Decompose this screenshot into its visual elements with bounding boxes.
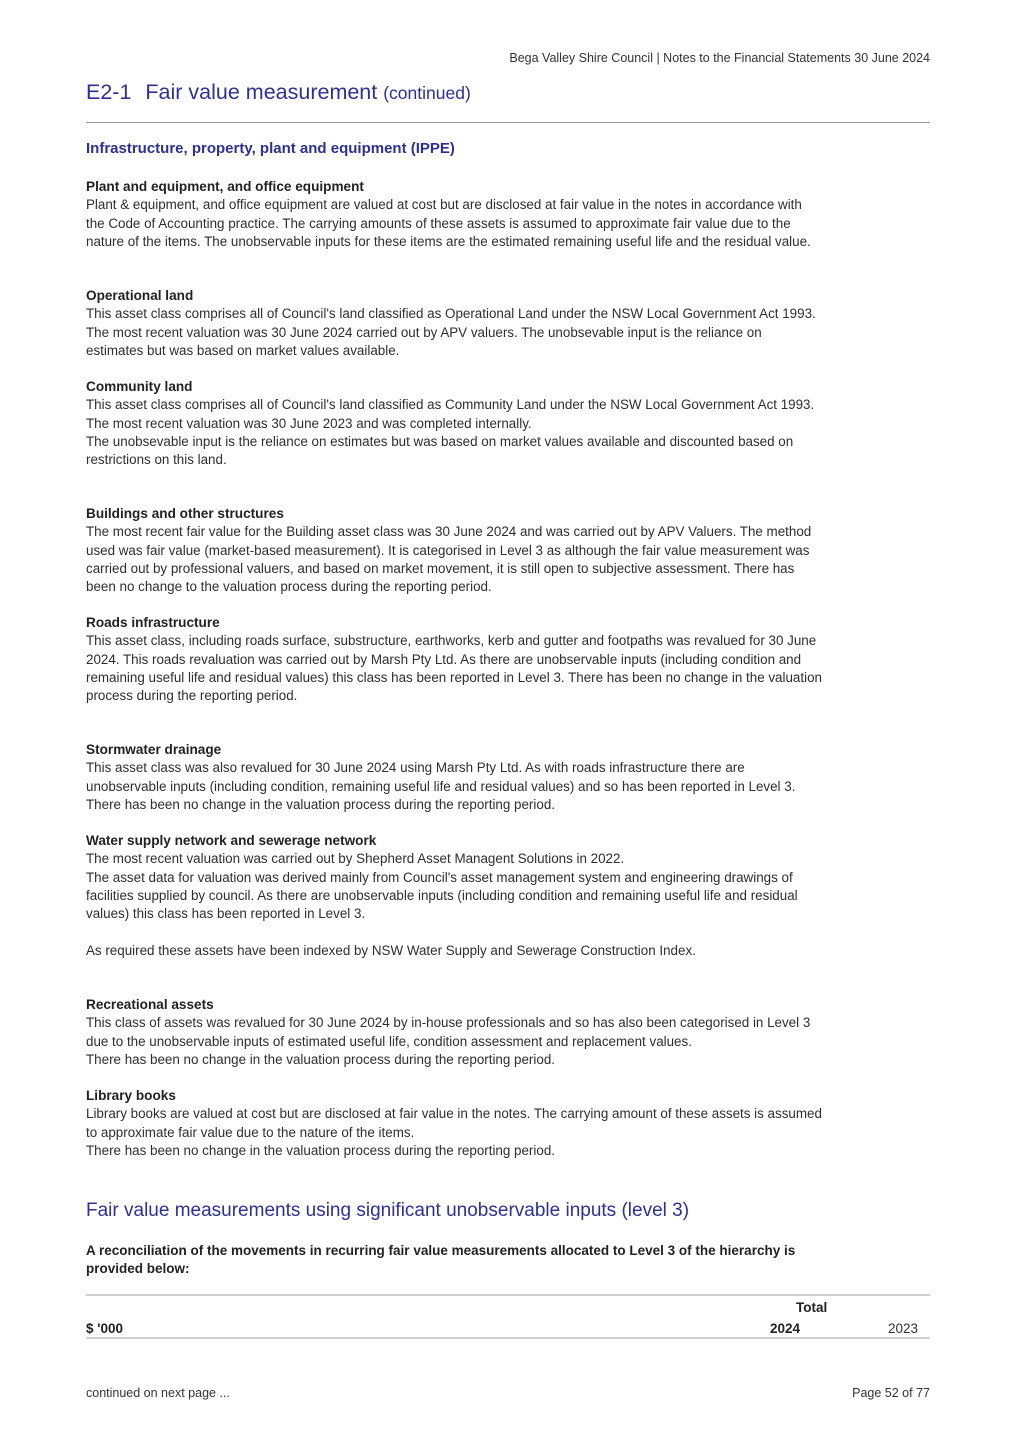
section-heading: Community land — [86, 379, 193, 394]
table-year-prior: 2023 — [888, 1321, 919, 1336]
body-line: unobservable inputs (including condition, remaining useful life and residual values) and so has been reported in Level 3. — [86, 778, 796, 794]
continued-label: (continued) — [383, 83, 471, 103]
body-line: The most recent fair value for the Building asset class was 30 June 2024 and was carried out by APV Valuers. The method — [86, 524, 812, 540]
body-line: facilities supplied by council. As there are unobservable inputs (including condition and remaining useful life and residual — [86, 887, 798, 903]
section-body — [86, 759, 936, 814]
body-line: There has been no change in the valuation process during the reporting period. — [86, 1051, 555, 1067]
reconciliation-intro — [86, 1242, 930, 1278]
table-unit-label: $ '000 — [86, 1321, 123, 1336]
reconciliation-line: A reconciliation of the movements in recurring fair value measurements allocated to Level 3 of the hierarchy is — [86, 1243, 796, 1258]
body-line: used was fair value (market-based measurement). It is categorised in Level 3 as although the fair value measurement was — [86, 542, 810, 558]
section-heading: Water supply network and sewerage network — [86, 833, 377, 848]
body-line: Library books are valued at cost but are disclosed at fair value in the notes. The carrying amount of these assets is assumed — [86, 1106, 822, 1122]
reconciliation-line: provided below: — [86, 1261, 190, 1276]
section-body — [86, 850, 936, 960]
section-heading: Plant and equipment, and office equipment — [86, 179, 364, 194]
section-heading: Operational land — [86, 288, 194, 303]
section-body — [86, 632, 936, 705]
page-header: Bega Valley Shire Council | Notes to the Financial Statements 30 June 2024 — [509, 51, 930, 65]
section-library-books — [86, 1087, 936, 1160]
body-line: nature of the items. The unobservable inputs for these items are the estimated remaining useful life and the residual value. — [86, 233, 811, 249]
body-line — [86, 923, 936, 941]
note-number: E2-1 — [86, 80, 132, 104]
body-line: Plant & equipment, and office equipment are valued at cost but are disclosed at fair value in the notes in accordance with — [86, 197, 802, 213]
body-line: This class of assets was revalued for 30 June 2024 by in-house professionals and so has also been categorised in Level 3 — [86, 1015, 811, 1031]
section-operational-land — [86, 287, 936, 360]
note-title-text: Fair value measurement — [145, 80, 378, 104]
page-title — [86, 80, 471, 105]
section-recreational — [86, 996, 936, 1069]
body-line: The unobsevable input is the reliance on estimates but was based on market values available and discounted based on — [86, 433, 794, 449]
body-line: The most recent valuation was 30 June 2024 carried out by APV valuers. The unobsevable input is the reliance on — [86, 324, 762, 340]
body-line: The most recent valuation was 30 June 2023 and was completed internally. — [86, 415, 532, 431]
body-line: restrictions on this land. — [86, 452, 227, 468]
body-line: This asset class comprises all of Council's land classified as Community Land under the NSW Local Government Act 1993. — [86, 397, 815, 413]
body-line: The asset data for valuation was derived mainly from Council's asset management system and engineering drawings of — [86, 869, 793, 885]
body-line: 2024. This roads revaluation was carried out by Marsh Pty Ltd. As there are unobservable inputs (including condition and — [86, 651, 802, 667]
body-line: estimates but was based on market values available. — [86, 342, 400, 358]
body-line: carried out by professional valuers, and based on market movement, it is still open to subjective assessment. There has — [86, 560, 795, 576]
section-plant-equipment — [86, 178, 936, 251]
section-heading: Recreational assets — [86, 997, 214, 1012]
body-line: to approximate fair value due to the nature of the items. — [86, 1124, 415, 1140]
section-stormwater — [86, 741, 936, 814]
body-line: This asset class, including roads surface, substructure, earthworks, kerb and gutter and footpaths was revalued for 30 June — [86, 633, 817, 649]
body-line: been no change to the valuation process during the reporting period. — [86, 579, 492, 595]
section-water-sewerage — [86, 832, 936, 960]
section-body — [86, 1014, 936, 1069]
body-line: This asset class comprises all of Council's land classified as Operational Land under the NSW Local Government Act 1993. — [86, 306, 816, 322]
body-line: As required these assets have been indexed by NSW Water Supply and Sewerage Construction Index. — [86, 942, 696, 958]
body-line: There has been no change in the valuation process during the reporting period. — [86, 796, 555, 812]
body-line: values) this class has been reported in Level 3. — [86, 906, 366, 922]
section-roads — [86, 614, 936, 705]
table-top-rule — [86, 1294, 930, 1296]
continued-notice: continued on next page ... — [86, 1386, 230, 1400]
section-heading: Stormwater drainage — [86, 742, 222, 757]
section-body — [86, 523, 936, 596]
table-group-header-total: Total — [796, 1300, 828, 1315]
section-heading: Buildings and other structures — [86, 506, 284, 521]
table-header-rule — [86, 1337, 930, 1339]
section-community-land — [86, 378, 936, 469]
section-body — [86, 1105, 936, 1160]
level3-section-title: Fair value measurements using significant unobservable inputs (level 3) — [86, 1200, 690, 1221]
table-year-current: 2024 — [770, 1321, 801, 1336]
section-body — [86, 396, 936, 469]
body-line: This asset class was also revalued for 30 June 2024 using Marsh Pty Ltd. As with roads infrastructure there are — [86, 760, 745, 776]
section-heading: Library books — [86, 1088, 176, 1103]
section-heading: Roads infrastructure — [86, 615, 220, 630]
section-body — [86, 305, 936, 360]
body-line: remaining useful life and residual values) this class has been reported in Level 3. There has been no change in the valuation — [86, 669, 822, 685]
body-line: There has been no change in the valuation process during the reporting period. — [86, 1142, 555, 1158]
body-line: process during the reporting period. — [86, 688, 298, 704]
body-line: due to the unobservable inputs of estimated useful life, condition assessment and replacement values. — [86, 1033, 692, 1049]
page-number: Page 52 of 77 — [852, 1386, 930, 1400]
section-buildings — [86, 505, 936, 596]
section-body — [86, 196, 936, 251]
body-line: the Code of Accounting practice. The carrying amounts of these assets is assumed to approximate fair value due to the — [86, 215, 791, 231]
body-line: The most recent valuation was carried out by Shepherd Asset Managent Solutions in 2022. — [86, 851, 625, 867]
ippe-subheading: Infrastructure, property, plant and equipment (IPPE) — [86, 140, 455, 157]
title-divider — [86, 122, 930, 123]
